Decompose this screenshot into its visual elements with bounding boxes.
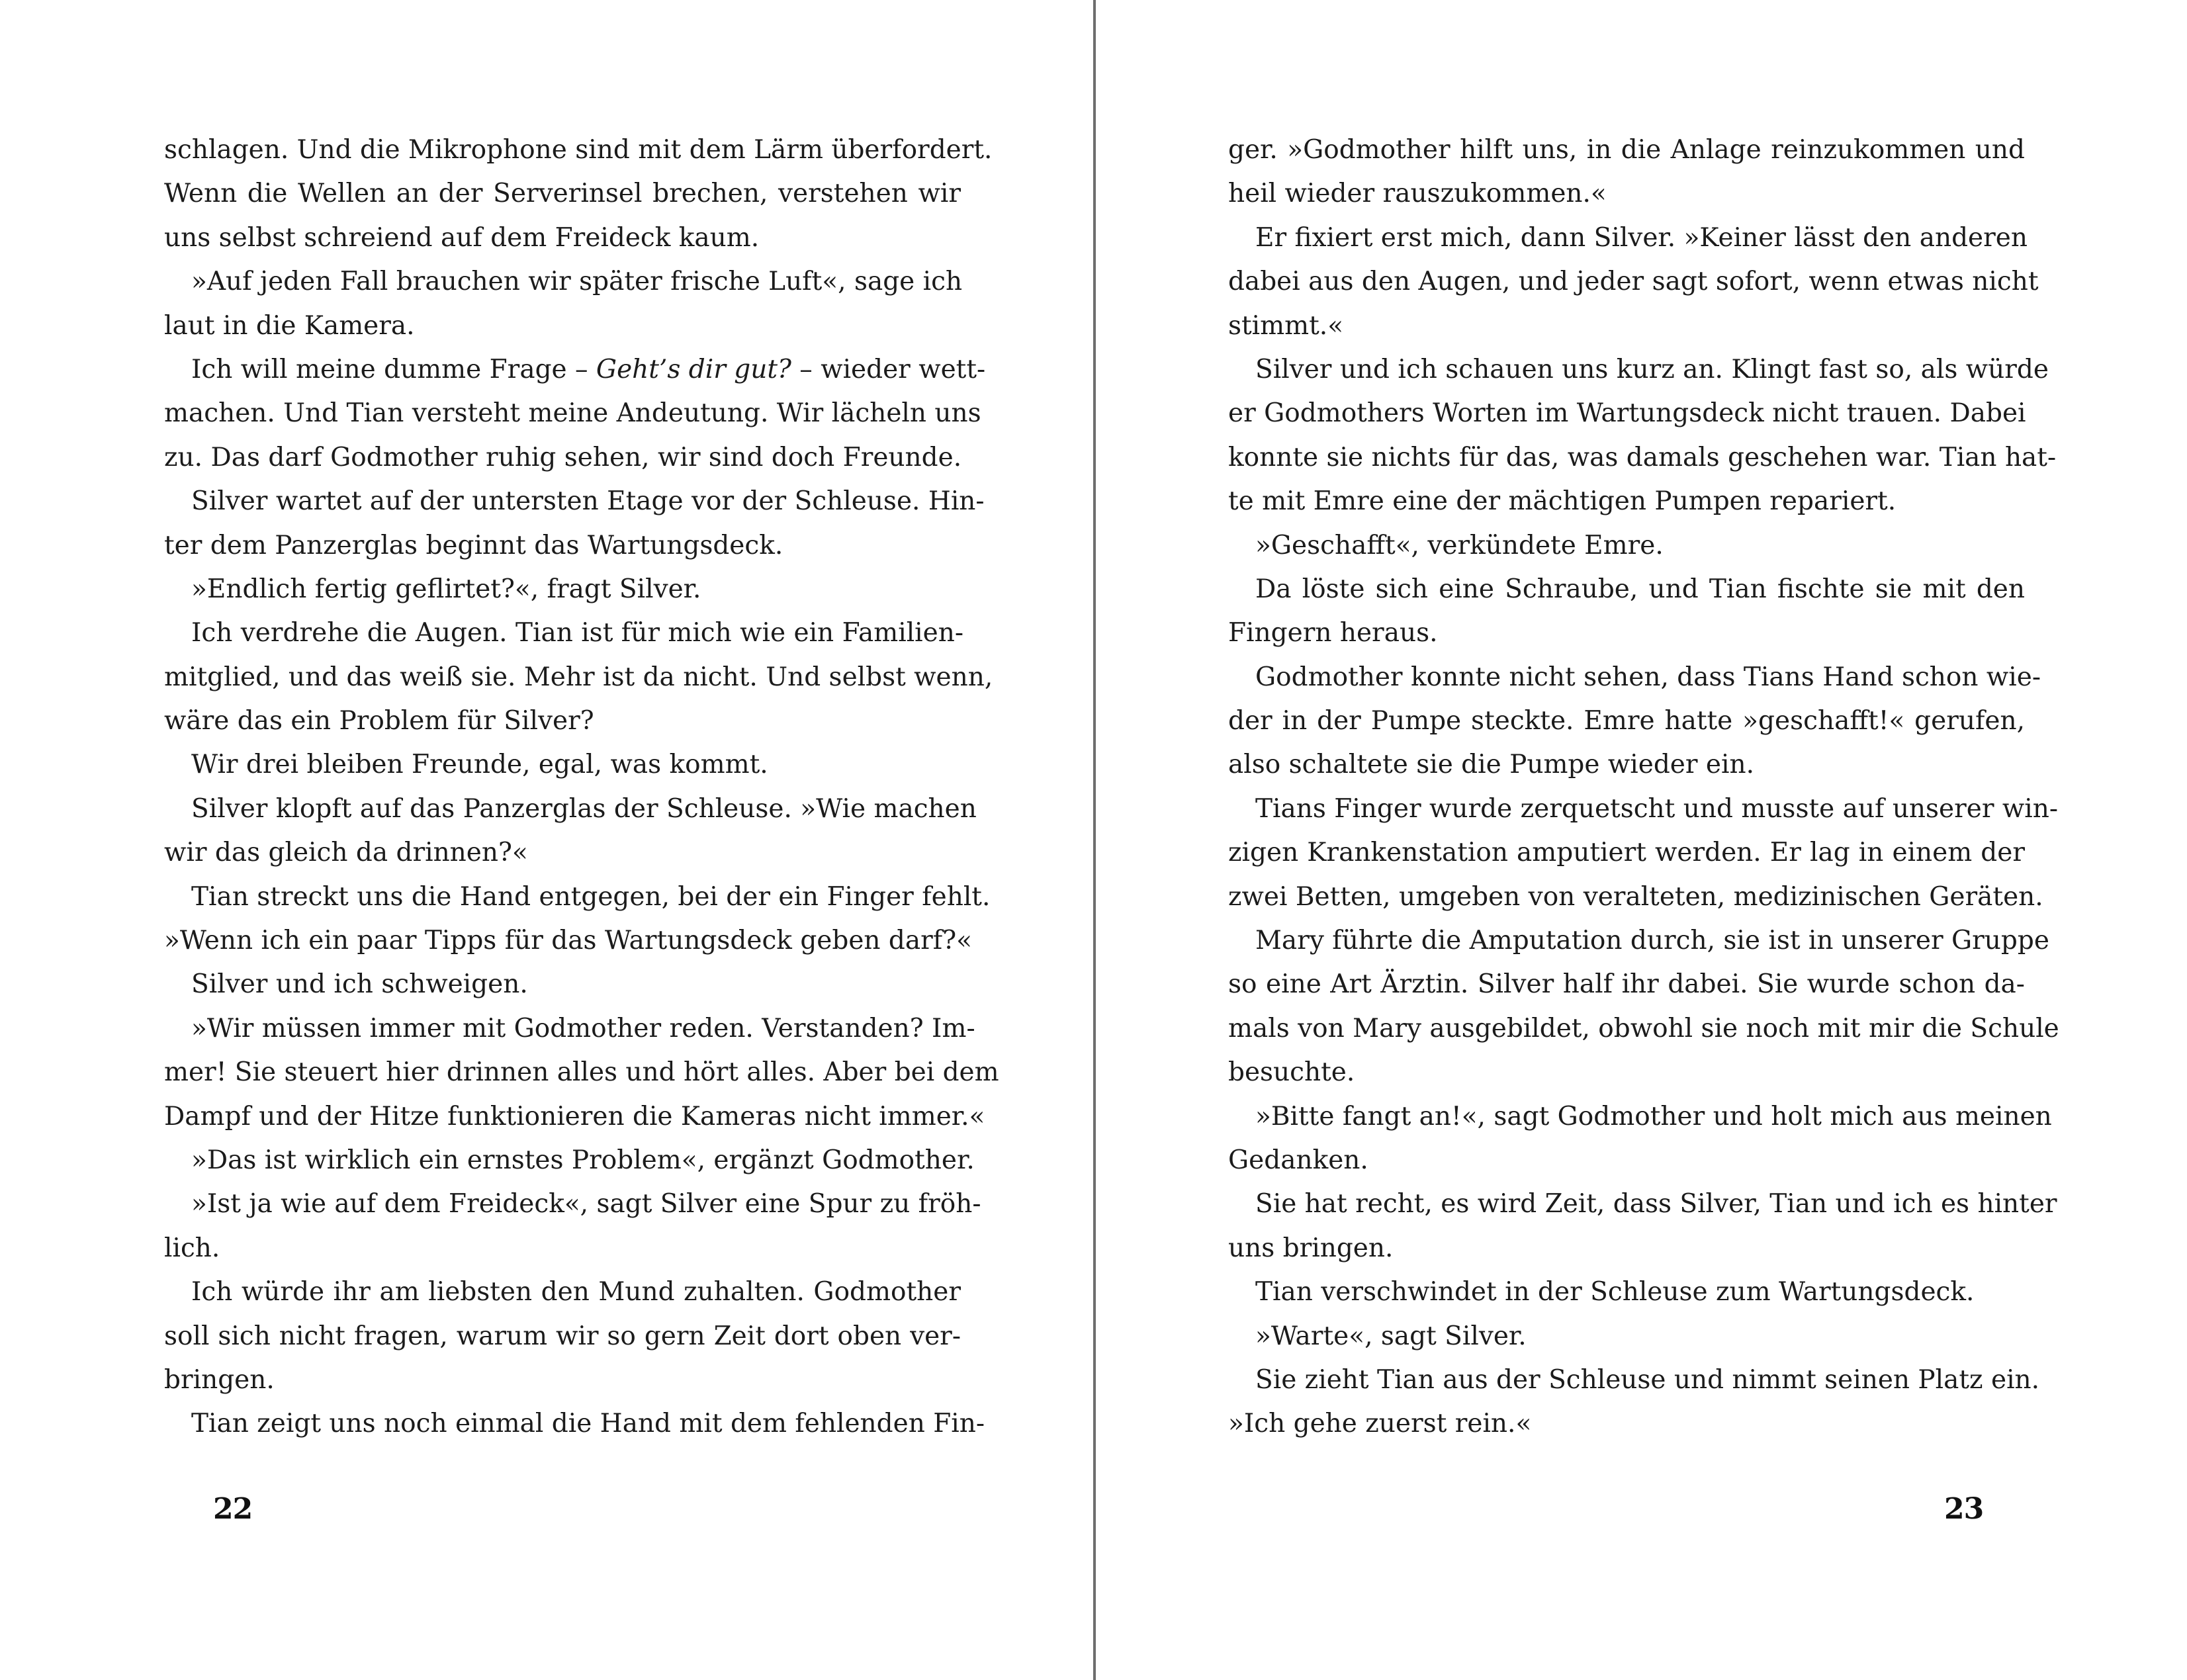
- text-line: »Wir müssen immer mit Godmother reden. Verstanden? Im-: [191, 1013, 975, 1043]
- text-line: mals von Mary ausgebildet, obwohl sie noch mit mir die Schule: [1228, 1013, 2059, 1043]
- text-line: Tian streckt uns die Hand entgegen, bei der ein Finger fehlt.: [191, 881, 991, 912]
- page-number: 23: [1944, 1492, 1984, 1526]
- text-line: lich.: [164, 1233, 220, 1263]
- right-page-text: [1228, 128, 2059, 1446]
- text-line: mitglied, und das weiß sie. Mehr ist da nicht. Und selbst wenn,: [164, 662, 993, 692]
- text-line: Silver und ich schauen uns kurz an. Klingt fast so, als würde: [1255, 354, 2049, 384]
- text-span: Ich will meine dumme Frage –: [191, 354, 596, 384]
- text-line: ter dem Panzerglas beginnt das Wartungsdeck.: [164, 530, 783, 560]
- text-line: Silver wartet auf der untersten Etage vor der Schleuse. Hin-: [191, 486, 985, 517]
- text-line: »Auf jeden Fall brauchen wir später frische Luft«, sage ich: [191, 267, 963, 297]
- right-page: [1096, 0, 2187, 1680]
- text-line: Silver klopft auf das Panzerglas der Schleuse. »Wie machen: [191, 793, 977, 824]
- page-number: 22: [213, 1492, 253, 1526]
- text-line: er Godmothers Worten im Wartungsdeck nicht trauen. Dabei: [1228, 398, 2026, 429]
- text-line: ger. »Godmother hilft uns, in die Anlage reinzukommen und: [1228, 135, 2025, 165]
- text-line: Dampf und der Hitze funktionieren die Kameras nicht immer.«: [164, 1101, 985, 1131]
- text-line: wir das gleich da drinnen?«: [164, 838, 528, 868]
- text-line: soll sich nicht fragen, warum wir so gern Zeit dort oben ver-: [164, 1321, 961, 1351]
- text-line: Godmother konnte nicht sehen, dass Tians Hand schon wie-: [1255, 662, 2041, 692]
- text-line: »Das ist wirklich ein ernstes Problem«, ergänzt Godmother.: [191, 1145, 975, 1175]
- text-line: stimmt.«: [1228, 310, 1344, 341]
- text-line: »Wenn ich ein paar Tipps für das Wartungsdeck geben darf?«: [164, 926, 972, 956]
- text-line: Tian zeigt uns noch einmal die Hand mit dem fehlenden Fin-: [191, 1409, 985, 1439]
- text-line: »Ich gehe zuerst rein.«: [1228, 1409, 1532, 1439]
- text-line: Er fixiert erst mich, dann Silver. »Keiner lässt den anderen: [1255, 222, 2028, 253]
- text-line: zu. Das darf Godmother ruhig sehen, wir sind doch Freunde.: [164, 442, 962, 472]
- text-line: te mit Emre eine der mächtigen Pumpen repariert.: [1228, 486, 1897, 517]
- text-line: uns bringen.: [1228, 1233, 1394, 1263]
- text-line: Sie zieht Tian aus der Schleuse und nimmt seinen Platz ein.: [1255, 1364, 2040, 1395]
- text-line: wäre das ein Problem für Silver?: [164, 706, 594, 736]
- text-line: also schaltete sie die Pumpe wieder ein.: [1228, 750, 1754, 780]
- text-line: Mary führte die Amputation durch, sie ist in unserer Gruppe: [1255, 926, 2049, 956]
- text-line: machen. Und Tian versteht meine Andeutung. Wir lächeln uns: [164, 398, 981, 429]
- text-line: »Bitte fangt an!«, sagt Godmother und holt mich aus meinen: [1255, 1101, 2052, 1131]
- text-line: »Warte«, sagt Silver.: [1255, 1321, 1527, 1351]
- text-line: uns selbst schreiend auf dem Freideck kaum.: [164, 222, 760, 253]
- text-line: Gedanken.: [1228, 1145, 1368, 1175]
- text-line: der in der Pumpe steckte. Emre hatte »geschafft!« gerufen,: [1228, 706, 2025, 736]
- text-line: Sie hat recht, es wird Zeit, dass Silver, Tian und ich es hinter: [1255, 1189, 2057, 1219]
- text-line: Wenn die Wellen an der Serverinsel brechen, verstehen wir: [164, 179, 961, 209]
- left-page-text: [164, 128, 999, 1446]
- text-line: Fingern heraus.: [1228, 618, 1438, 648]
- text-line: Tian verschwindet in der Schleuse zum Wartungsdeck.: [1255, 1277, 1975, 1307]
- text-line: schlagen. Und die Mikrophone sind mit dem Lärm überfordert.: [164, 135, 993, 165]
- text-line: Ich verdrehe die Augen. Tian ist für mich wie ein Familien-: [191, 618, 964, 648]
- text-line: laut in die Kamera.: [164, 310, 415, 341]
- text-line: zigen Krankenstation amputiert werden. Er lag in einem der: [1228, 838, 2025, 868]
- text-span: – wieder wett-: [791, 354, 986, 384]
- text-line: »Endlich fertig geflirtet?«, fragt Silver.: [191, 574, 701, 604]
- text-line: »Geschafft«, verkündete Emre.: [1255, 530, 1664, 560]
- text-line: Wir drei bleiben Freunde, egal, was kommt.: [191, 750, 768, 780]
- text-line: bringen.: [164, 1364, 275, 1395]
- text-line: zwei Betten, umgeben von veralteten, medizinischen Geräten.: [1228, 881, 2043, 912]
- italic-text: Geht’s dir gut?: [596, 354, 791, 384]
- text-line: dabei aus den Augen, und jeder sagt sofort, wenn etwas nicht: [1228, 267, 2039, 297]
- text-line: Tians Finger wurde zerquetscht und musste auf unserer win-: [1255, 793, 2059, 824]
- left-page: [0, 0, 1093, 1680]
- text-line: besuchte.: [1228, 1057, 1355, 1088]
- text-line: mer! Sie steuert hier drinnen alles und hört alles. Aber bei dem: [164, 1057, 999, 1088]
- text-line: Ich würde ihr am liebsten den Mund zuhalten. Godmother: [191, 1277, 961, 1307]
- text-line: »Ist ja wie auf dem Freideck«, sagt Silver eine Spur zu fröh-: [191, 1189, 981, 1219]
- text-line: konnte sie nichts für das, was damals geschehen war. Tian hat-: [1228, 442, 2057, 472]
- text-line: so eine Art Ärztin. Silver half ihr dabei. Sie wurde schon da-: [1228, 969, 2025, 1000]
- text-line: [164, 348, 986, 392]
- text-line: Silver und ich schweigen.: [191, 969, 528, 1000]
- text-line: heil wieder rauszukommen.«: [1228, 179, 1607, 209]
- text-line: Da löste sich eine Schraube, und Tian fischte sie mit den: [1255, 574, 2025, 604]
